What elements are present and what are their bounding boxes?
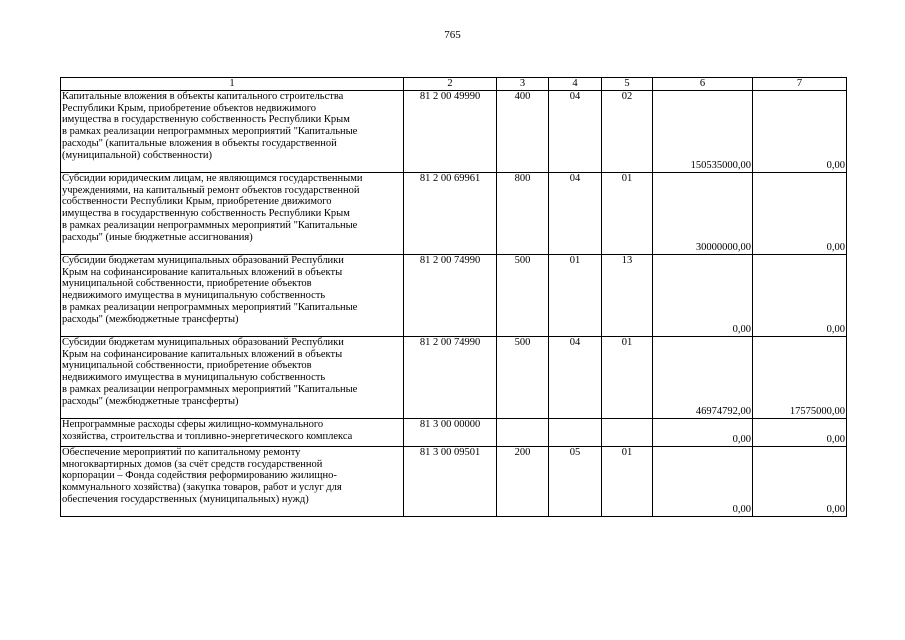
amount-year-2: 0,00 <box>753 173 847 255</box>
table-row <box>61 419 847 447</box>
subsection: 02 <box>602 91 653 173</box>
subsection: 01 <box>602 447 653 517</box>
target-code: 81 2 00 74990 <box>404 337 497 419</box>
amount-year-1: 0,00 <box>653 255 753 337</box>
section <box>549 419 602 447</box>
table-row <box>61 337 847 419</box>
section: 05 <box>549 447 602 517</box>
header-cell: 5 <box>602 78 653 91</box>
header-cell: 3 <box>497 78 549 91</box>
subsection: 01 <box>602 173 653 255</box>
subsection: 01 <box>602 337 653 419</box>
header-cell: 1 <box>61 78 404 91</box>
expense-name: Субсидии бюджетам муниципальных образований Республики Крым на софинансирование капитальных вложений в объекты муниципальной собственности, приобретение объектов недвижимого имущества в муниципальную собственность в рамках реализации непрограммных мероприятий "Капитальные расходы" (межбюджетные трансферты) <box>61 337 404 419</box>
expense-type: 500 <box>497 255 549 337</box>
target-code: 81 2 00 74990 <box>404 255 497 337</box>
amount-year-2: 17575000,00 <box>753 337 847 419</box>
amount-year-2: 0,00 <box>753 447 847 517</box>
table-row <box>61 91 847 173</box>
expense-name: Обеспечение мероприятий по капитальному ремонту многоквартирных домов (за счёт средств государственной корпорации – Фонда содействия реформированию жилищно- коммунального хозяйства) (закупка товаров, работ и услуг для обеспечения государственных (муниципальных) нужд) <box>61 447 404 517</box>
target-code: 81 3 00 00000 <box>404 419 497 447</box>
table-row <box>61 173 847 255</box>
expense-type: 800 <box>497 173 549 255</box>
page-number: 765 <box>444 29 461 41</box>
expense-name: Субсидии бюджетам муниципальных образований Республики Крым на софинансирование капитальных вложений в объекты муниципальной собственности, приобретение объектов недвижимого имущества в муниципальную собственность в рамках реализации непрограммных мероприятий "Капитальные расходы" (межбюджетные трансферты) <box>61 255 404 337</box>
section: 04 <box>549 173 602 255</box>
expense-type <box>497 419 549 447</box>
target-code: 81 3 00 09501 <box>404 447 497 517</box>
expense-type: 400 <box>497 91 549 173</box>
amount-year-2: 0,00 <box>753 91 847 173</box>
expense-type: 500 <box>497 337 549 419</box>
amount-year-2: 0,00 <box>753 255 847 337</box>
table-row <box>61 255 847 337</box>
header-cell: 4 <box>549 78 602 91</box>
expense-name: Субсидии юридическим лицам, не являющимся государственными учреждениями, на капитальный ремонт объектов государственной собственности Республики Крым, приобретение движимого имущества в государственную собственность Республики Крым в рамках реализации непрограммных мероприятий "Капитальные расходы" (иные бюджетные ассигнования) <box>61 173 404 255</box>
expense-name: Капитальные вложения в объекты капитального строительства Республики Крым, приобретение объектов недвижимого имущества в государственную собственность Республики Крым в рамках реализации непрограммных мероприятий "Капитальные расходы" (капитальные вложения в объекты государственной (муниципальной) собственности) <box>61 91 404 173</box>
expense-name: Непрограммные расходы сферы жилищно-коммунального хозяйства, строительства и топливно-энергетического комплекса <box>61 419 404 447</box>
amount-year-1: 30000000,00 <box>653 173 753 255</box>
header-cell: 7 <box>753 78 847 91</box>
target-code: 81 2 00 49990 <box>404 91 497 173</box>
amount-year-2: 0,00 <box>753 419 847 447</box>
subsection: 13 <box>602 255 653 337</box>
amount-year-1: 0,00 <box>653 447 753 517</box>
header-cell: 2 <box>404 78 497 91</box>
table-header-row <box>61 78 847 91</box>
section: 04 <box>549 91 602 173</box>
expense-type: 200 <box>497 447 549 517</box>
budget-table <box>60 77 847 517</box>
target-code: 81 2 00 69961 <box>404 173 497 255</box>
section: 01 <box>549 255 602 337</box>
amount-year-1: 0,00 <box>653 419 753 447</box>
section: 04 <box>549 337 602 419</box>
subsection <box>602 419 653 447</box>
table-row <box>61 447 847 517</box>
amount-year-1: 150535000,00 <box>653 91 753 173</box>
header-cell: 6 <box>653 78 753 91</box>
amount-year-1: 46974792,00 <box>653 337 753 419</box>
